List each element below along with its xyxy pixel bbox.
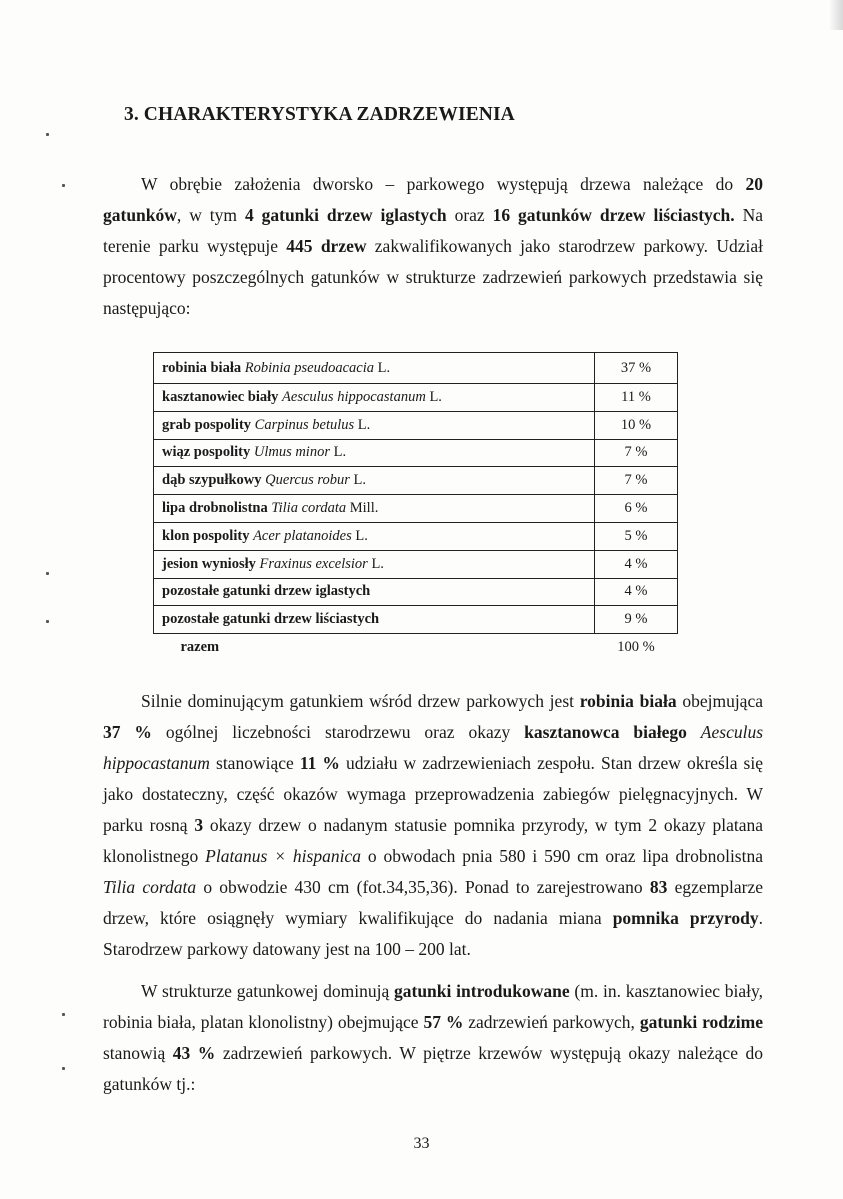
section-heading: 3. CHARAKTERYSTYKA ZADRZEWIENIA (124, 104, 515, 125)
table-row (154, 384, 678, 412)
table-total-row (154, 634, 678, 661)
species-common-name: dąb szypułkowy (162, 472, 262, 489)
species-percent-cell: 37 % (595, 353, 678, 384)
bold-span: 83 (649, 877, 668, 897)
species-common-name: grab pospolity (162, 416, 252, 433)
species-latin-name: Robinia pseudoacacia (244, 359, 375, 376)
table-row (154, 467, 678, 495)
text-span: zadrzewień parkowych, (463, 1012, 640, 1032)
species-percent-cell: 6 % (595, 495, 678, 523)
bold-span: 16 gatunków drzew liściastych. (492, 205, 735, 225)
species-name-cell (154, 353, 595, 384)
species-latin-name: Aesculus hippocastanum (282, 388, 426, 405)
bold-span: 57 % (423, 1012, 464, 1032)
species-name-cell (154, 606, 595, 634)
species-percent-cell: 4 % (595, 578, 678, 606)
species-common-name: robinia biała (162, 359, 242, 376)
text-span: . Starodrzew parkowy datowany jest na 100 – 200 lat. (103, 908, 763, 959)
text-span: oraz (446, 205, 493, 225)
table-row (154, 550, 678, 578)
species-common-name: jesion wyniosły (162, 555, 256, 572)
scan-speck (62, 1013, 65, 1016)
species-author: L. (374, 359, 391, 376)
italic-span: Aesculus hippocastanum (103, 722, 764, 773)
scan-speck (46, 620, 49, 623)
text-span: egzemplarze drzew, które osiągnęły wymiary kwalifikujące do nadania miana (103, 877, 763, 928)
species-author: L. (351, 527, 368, 544)
species-latin-name: Tilia cordata (271, 500, 347, 517)
italic-span: Tilia cordata (103, 877, 197, 897)
text-span: zakwalifikowanych jako starodrzew parkowy. Udział procentowy poszczególnych gatunków w strukturze zadrzewień parkowych przedstawia się następująco: (103, 236, 763, 318)
bold-span: robinia biała (579, 691, 677, 711)
bold-span: 20 gatunków (103, 174, 763, 225)
species-author: L. (425, 388, 442, 405)
text-span: obejmująca (676, 691, 763, 711)
species-name-cell (154, 550, 595, 578)
total-label: razem (180, 638, 220, 655)
species-percent-cell: 5 % (595, 522, 678, 550)
text-span: zadrzewień parkowych. W piętrze krzewów występują okazy należące do gatunków tj.: (103, 1043, 764, 1094)
species-name-cell (154, 578, 595, 606)
species-name-cell (154, 439, 595, 467)
species-percent-cell: 10 % (595, 411, 678, 439)
species-latin-name: Fraxinus excelsior (259, 555, 368, 572)
table-row (154, 411, 678, 439)
text-span: stanowiące (209, 753, 300, 773)
bold-span: 37 % (103, 722, 152, 742)
bold-span: 3 (194, 815, 204, 835)
bold-span: 4 gatunki drzew iglastych (244, 205, 447, 225)
species-author: L. (349, 472, 366, 489)
bold-span: kasztanowca białego (524, 722, 687, 742)
scan-speck (46, 133, 49, 136)
bold-span: gatunki introdukowane (394, 981, 570, 1001)
scan-speck (46, 572, 49, 575)
table-row (154, 353, 678, 384)
bold-span: 43 % (172, 1043, 216, 1063)
text-span: Silnie dominującym gatunkiem wśród drzew parkowych jest (141, 691, 580, 711)
species-name-cell (154, 467, 595, 495)
species-author: L. (329, 444, 347, 461)
species-name-cell (154, 495, 595, 523)
paragraph-intro (103, 169, 763, 324)
bold-span: 445 drzew (286, 236, 367, 256)
species-author: L. (354, 416, 371, 433)
species-percent-cell: 7 % (595, 439, 678, 467)
species-common-name: kasztanowiec biały (162, 388, 279, 405)
species-common-name: lipa drobnolistna (162, 500, 268, 517)
species-common-name: pozostałe gatunki drzew iglastych (162, 583, 371, 600)
species-name-cell (154, 411, 595, 439)
text-span: ogólnej liczebności starodrzewu oraz okazy (151, 722, 525, 742)
text-span: W strukturze gatunkowej dominują (141, 981, 394, 1001)
species-common-name: pozostałe gatunki drzew liściastych (162, 611, 380, 628)
text-span: o obwodzie 430 cm (fot.34,35,36). Ponad to zarejestrowano (196, 877, 650, 897)
species-percent-cell: 11 % (595, 384, 678, 412)
species-latin-name: Acer platanoides (253, 527, 352, 544)
text-span: stanowią (103, 1043, 173, 1063)
scan-shadow (829, 0, 843, 30)
species-percent-cell: 9 % (595, 606, 678, 634)
table-row (154, 439, 678, 467)
species-name-cell (154, 384, 595, 412)
italic-span: Platanus × hispanica (205, 846, 361, 866)
species-name-cell (154, 522, 595, 550)
table-row (154, 606, 678, 634)
species-percent-cell: 4 % (595, 550, 678, 578)
text-span: udziału w zadrzewieniach zespołu. Stan drzew określa się jako dostateczny, część okazów wymaga przeprowadzenia zabiegów pielęgnacyjnych. W parku rosną (103, 753, 763, 835)
table-row (154, 578, 678, 606)
text-span: Na terenie parku występuje (103, 205, 763, 256)
text-span: W obrębie założenia dworsko – parkowego występują drzewa należące do (141, 174, 746, 194)
species-latin-name: Quercus robur (265, 472, 350, 489)
species-percent-cell: 7 % (595, 467, 678, 495)
species-latin-name: Carpinus betulus (254, 416, 355, 433)
paragraph-dominant-species (103, 686, 763, 965)
scan-speck (62, 1067, 65, 1070)
page-number: 33 (413, 1135, 430, 1152)
bold-span: pomnika przyrody (612, 908, 759, 928)
species-latin-name: Ulmus minor (253, 444, 330, 461)
species-common-name: klon pospolity (162, 527, 250, 544)
species-author: Mill. (346, 500, 379, 517)
bold-span: 11 % (299, 753, 340, 773)
paragraph-species-structure (103, 976, 763, 1100)
species-common-name: wiąz pospolity (162, 444, 251, 461)
species-table-body (154, 353, 678, 661)
bold-span: gatunki rodzime (639, 1012, 764, 1032)
species-table (153, 352, 678, 660)
text-span: (m. in. kasztanowiec biały, robinia biała, platan klonolistny) obejmujące (103, 981, 763, 1032)
total-value: 100 % (617, 638, 655, 655)
table-row (154, 522, 678, 550)
text-span: , w tym (176, 205, 245, 225)
scan-speck (62, 184, 65, 187)
text-span: okazy drzew o nadanym statusie pomnika przyrody, w tym 2 okazy platana klonolistnego (103, 815, 763, 866)
table-row (154, 495, 678, 523)
text-span: o obwodach pnia 580 i 590 cm oraz lipa drobnolistna (360, 846, 763, 866)
species-author: L. (367, 555, 384, 572)
